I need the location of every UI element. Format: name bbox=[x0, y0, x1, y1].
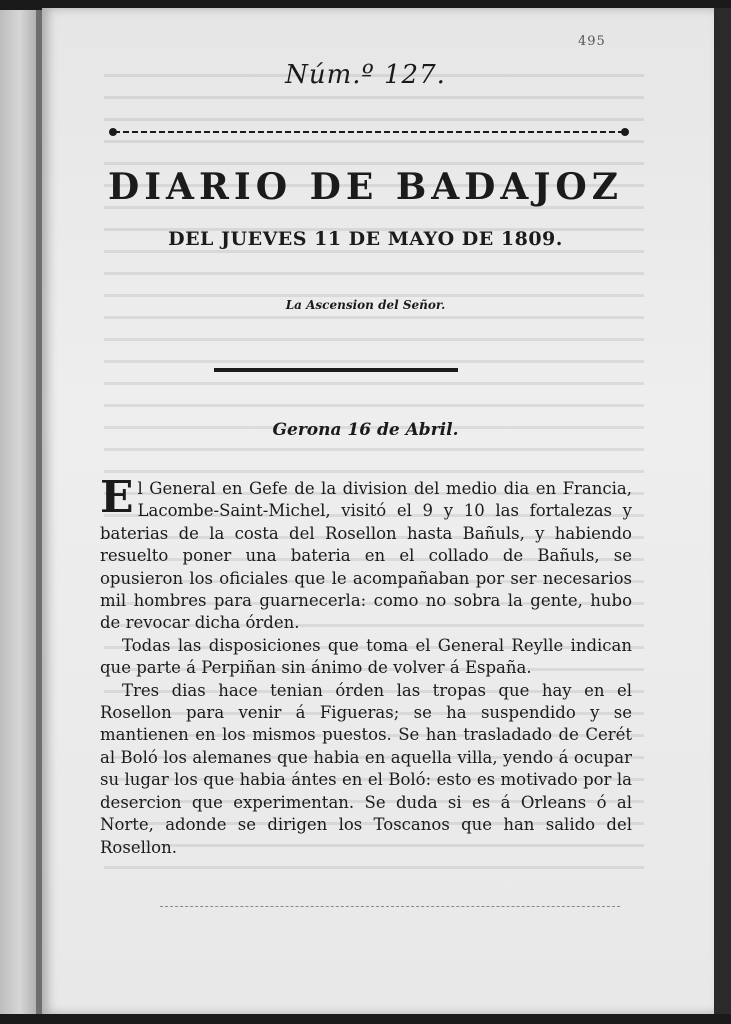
page-number-mark: 495 bbox=[578, 34, 606, 49]
article-paragraph-2: Todas las disposiciones que toma el General Reylle indican que parte á Perpiñan sin ánimo de volver á España. bbox=[100, 635, 632, 678]
scan-border bbox=[714, 8, 731, 1014]
article-body bbox=[100, 472, 632, 859]
paragraph-1-text: l General en Gefe de la division del medio dia en Francia, Lacombe-Saint-Michel, visitó el 9 y 10 las fortalezas y baterias de la costa del Rosellon hasta Bañuls, y habiendo resuelto poner una bateria en el collado de Bañuls, se opusieron los oficiales que le acompañaban por ser necesarios mil hombres para guarnecerla: como no sobra la gente, hubo de revocar dicha órden. bbox=[100, 479, 632, 633]
article-paragraph-3: Tres dias hace tenian órden las tropas que hay en el Rosellon para venir á Figueras; se ha suspendido y se mantienen en los mismos puestos. Se han trasladado de Cerét al Boló los alemanes que habia en aquella villa, yendo á ocupar su lugar los que habia ántes en el Boló: esto es motivado por la desercion que experimentan. Se duda si es á Orleans ó al Norte, adonde se dirigen los Toscanos que han salido del Rosellon. bbox=[100, 680, 632, 857]
feast-day: La Ascension del Señor. bbox=[285, 298, 446, 312]
issue-number: Núm.º 127. bbox=[285, 60, 446, 90]
masthead-title: DIARIO DE BADAJOZ bbox=[107, 166, 623, 208]
place-date-heading: Gerona 16 de Abril. bbox=[272, 420, 459, 440]
drop-cap: E bbox=[100, 472, 134, 523]
ornamental-rule bbox=[108, 126, 630, 138]
article-paragraph-1 bbox=[100, 472, 632, 635]
dateline: DEL JUEVES 11 DE MAYO DE 1809. bbox=[168, 228, 563, 250]
bottom-rule bbox=[160, 906, 620, 909]
section-divider bbox=[214, 368, 458, 372]
facing-page-edge bbox=[0, 10, 40, 1014]
